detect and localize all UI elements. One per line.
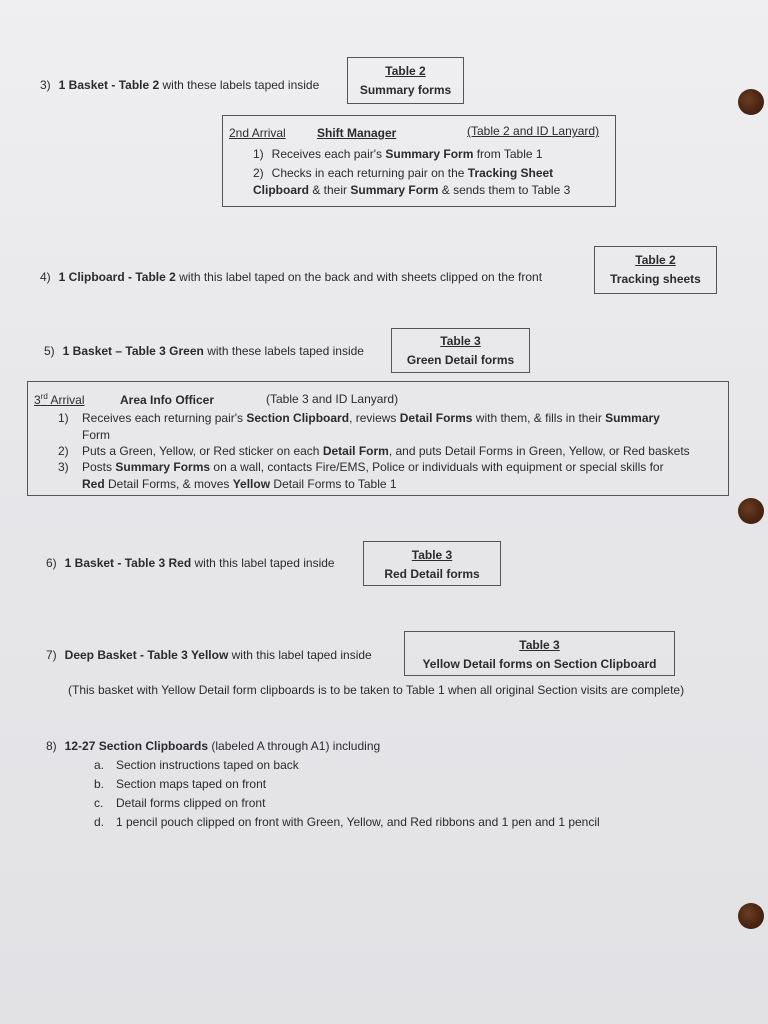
label-table2-tracking: Table 2 Tracking sheets bbox=[594, 246, 717, 294]
item-8-sub-b: b. Section maps taped on front bbox=[94, 777, 267, 791]
arrival-2-step-2-cont: Clipboard & their Summary Form & sends them to Table 3 bbox=[253, 183, 571, 197]
arrival-3-note: (Table 3 and ID Lanyard) bbox=[266, 392, 399, 406]
item-7: 7) Deep Basket - Table 3 Yellow with this label taped inside bbox=[46, 648, 372, 662]
punch-hole-top bbox=[738, 89, 764, 115]
arrival-2-role: Shift Manager bbox=[317, 126, 397, 140]
punch-hole-middle bbox=[738, 498, 764, 524]
arrival-3-role: Area Info Officer bbox=[120, 393, 215, 407]
item-8-sub-d: d. 1 pencil pouch clipped on front with Green, Yellow, and Red ribbons and 1 pen and 1 pencil bbox=[94, 815, 600, 829]
arrival-2-box bbox=[222, 115, 616, 207]
arrival-2-step-2: 2) Checks in each returning pair on the Tracking Sheet bbox=[253, 166, 554, 180]
arrival-3-title: 3rd Arrival bbox=[34, 392, 85, 407]
item-8: 8) 12-27 Section Clipboards (labeled A through A1) including bbox=[46, 739, 381, 753]
item-6: 6) 1 Basket - Table 3 Red with this label taped inside bbox=[46, 556, 335, 570]
arrival-2-step-1: 1) Receives each pair's Summary Form from Table 1 bbox=[253, 147, 543, 161]
arrival-3-step-3: 3) Posts Summary Forms on a wall, contacts Fire/EMS, Police or individuals with equipment or special skills for Red Detail Forms, & moves Yellow Detail Forms to Table 1 bbox=[58, 460, 664, 491]
label-table2-summary: Table 2 Summary forms bbox=[347, 57, 464, 104]
item-4: 4) 1 Clipboard - Table 2 with this label taped on the back and with sheets clipped on the front bbox=[40, 270, 543, 284]
item-7-note: (This basket with Yellow Detail form clipboards is to be taken to Table 1 when all original Section visits are complete) bbox=[68, 683, 685, 697]
punch-hole-bottom bbox=[738, 903, 764, 929]
item-5: 5) 1 Basket – Table 3 Green with these labels taped inside bbox=[44, 344, 364, 358]
item-8-sub-a: a. Section instructions taped on back bbox=[94, 758, 299, 772]
arrival-2-title: 2nd Arrival bbox=[229, 126, 286, 140]
item-8-sub-c: c. Detail forms clipped on front bbox=[94, 796, 266, 810]
arrival-3-step-2: 2) Puts a Green, Yellow, or Red sticker on each Detail Form, and puts Detail Forms in Green, Yellow, or Red baskets bbox=[58, 444, 690, 458]
arrival-2-note: (Table 2 and ID Lanyard) bbox=[467, 124, 600, 138]
arrival-3-box bbox=[27, 381, 729, 496]
label-table3-yellow: Table 3 Yellow Detail forms on Section Clipboard bbox=[404, 631, 675, 676]
label-table3-green: Table 3 Green Detail forms bbox=[391, 328, 530, 373]
label-table3-red: Table 3 Red Detail forms bbox=[363, 541, 501, 586]
item-3: 3) 1 Basket - Table 2 with these labels taped inside bbox=[40, 78, 320, 92]
arrival-3-step-1: 1) Receives each returning pair's Section Clipboard, reviews Detail Forms with them, & fills in their Summary Form bbox=[58, 411, 660, 442]
